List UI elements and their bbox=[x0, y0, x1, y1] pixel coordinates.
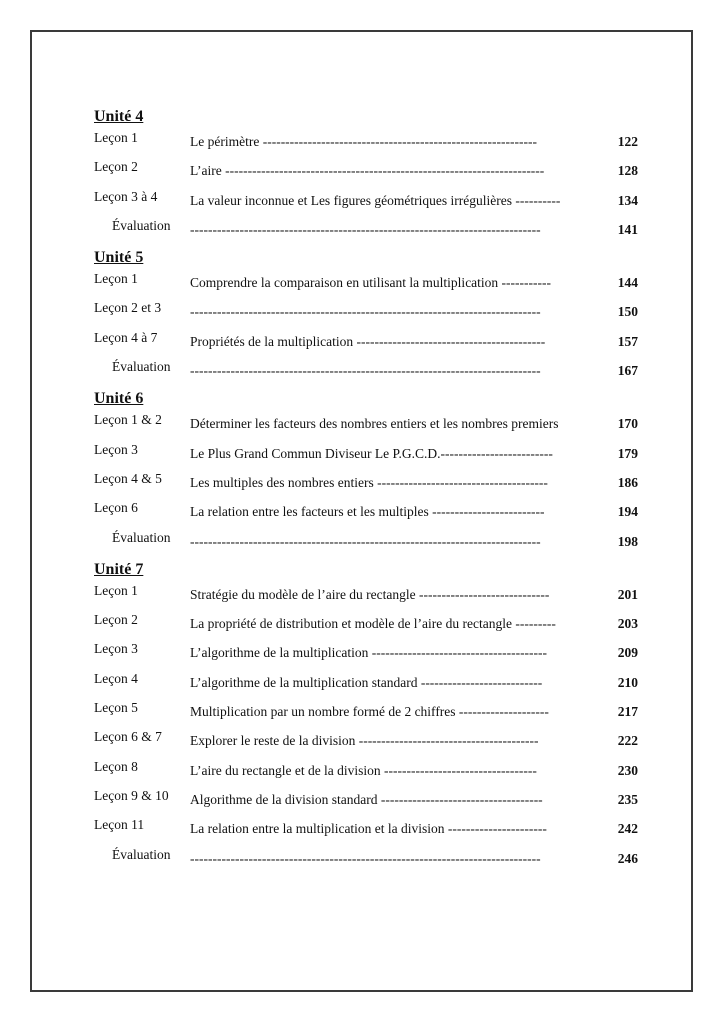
toc-entry-evaluation[interactable] bbox=[94, 528, 638, 557]
evaluation-label: Évaluation bbox=[112, 359, 171, 375]
lesson-title: L’algorithme de la multiplication --------------------------------------- bbox=[190, 645, 548, 661]
toc-entry[interactable] bbox=[94, 187, 638, 216]
toc-entry-evaluation[interactable] bbox=[94, 845, 638, 874]
lesson-title: La relation entre la multiplication et la division ---------------------- bbox=[190, 821, 547, 837]
lesson-title: Explorer le reste de la division ---------------------------------------- bbox=[190, 733, 539, 749]
leader-dots: ------------------------------------------------------------------------------ bbox=[190, 533, 541, 549]
lesson-label: Leçon 2 bbox=[94, 159, 138, 175]
page-number: 217 bbox=[617, 704, 638, 720]
evaluation-label: Évaluation bbox=[112, 217, 171, 233]
lesson-title: Stratégie du modèle de l’aire du rectangle ----------------------------- bbox=[190, 586, 550, 602]
lesson-title: L’aire ----------------------------------------------------------------------- bbox=[190, 163, 545, 179]
toc-entry[interactable] bbox=[94, 698, 638, 727]
page-number: 203 bbox=[617, 616, 638, 632]
page-number: 186 bbox=[617, 474, 638, 490]
lesson-title: Le périmètre ------------------------------------------------------------- bbox=[190, 134, 537, 149]
lesson-label: Leçon 2 bbox=[94, 612, 138, 628]
page-number: 179 bbox=[617, 445, 638, 461]
toc-entry[interactable] bbox=[94, 469, 638, 498]
lesson-title: Les multiples des nombres entiers -------------------------------------- bbox=[190, 474, 548, 490]
page-number: 194 bbox=[617, 504, 638, 520]
page-number: 157 bbox=[617, 333, 638, 349]
page-number: 170 bbox=[617, 416, 638, 432]
lesson-title: Déterminer les facteurs des nombres entiers et les nombres premiers bbox=[190, 416, 559, 432]
toc-entry[interactable] bbox=[94, 128, 638, 157]
evaluation-label: Évaluation bbox=[112, 846, 171, 862]
toc-entry[interactable] bbox=[94, 410, 638, 439]
page-number: 246 bbox=[617, 850, 638, 866]
leader-dots: ------------------------------------------------------------------------------ bbox=[190, 850, 541, 866]
toc-entry[interactable] bbox=[94, 727, 638, 756]
lesson-label: Leçon 1 bbox=[94, 582, 138, 598]
unit-title: Unité 4 bbox=[94, 108, 144, 125]
page-number: 167 bbox=[617, 363, 638, 379]
lesson-label: Leçon 8 bbox=[94, 758, 138, 774]
page-number: 230 bbox=[617, 762, 638, 778]
page-number: 209 bbox=[617, 645, 638, 661]
page-number: 235 bbox=[617, 791, 638, 807]
lesson-label: Leçon 4 & 5 bbox=[94, 470, 162, 486]
lesson-label: Leçon 11 bbox=[94, 817, 145, 833]
table-of-contents bbox=[94, 106, 638, 874]
lesson-label: Leçon 9 & 10 bbox=[94, 787, 169, 803]
page-number: 201 bbox=[617, 586, 638, 602]
unit-7 bbox=[94, 559, 638, 874]
page-number: 141 bbox=[617, 221, 638, 237]
toc-entry[interactable] bbox=[94, 498, 638, 527]
lesson-title: La valeur inconnue et Les figures géométriques irrégulières ---------- bbox=[190, 192, 561, 208]
lesson-label: Leçon 2 et 3 bbox=[94, 300, 162, 316]
page-number: 222 bbox=[617, 733, 638, 749]
toc-entry[interactable] bbox=[94, 815, 638, 844]
toc-entry[interactable] bbox=[94, 328, 638, 357]
toc-entry[interactable] bbox=[94, 610, 638, 639]
page-number: 210 bbox=[617, 674, 638, 690]
lesson-title: Propriétés de la multiplication ------------------------------------------ bbox=[190, 333, 546, 349]
unit-6 bbox=[94, 388, 638, 556]
page-number: 128 bbox=[617, 163, 638, 179]
lesson-label: Leçon 5 bbox=[94, 700, 138, 716]
lesson-label: Leçon 4 à 7 bbox=[94, 329, 158, 345]
lesson-title: Algorithme de la division standard ------------------------------------ bbox=[190, 791, 543, 807]
lesson-label: Leçon 1 bbox=[94, 130, 138, 145]
lesson-label: Leçon 3 bbox=[94, 641, 138, 657]
lesson-title: L’algorithme de la multiplication standard --------------------------- bbox=[190, 674, 543, 690]
lesson-title: Multiplication par un nombre formé de 2 chiffres -------------------- bbox=[190, 704, 549, 720]
toc-entry[interactable] bbox=[94, 786, 638, 815]
page-number: 144 bbox=[617, 275, 638, 291]
leader-dots: ------------------------------------------------------------------------------ bbox=[190, 304, 541, 320]
toc-entry[interactable] bbox=[94, 440, 638, 469]
lesson-label: Leçon 6 & 7 bbox=[94, 729, 162, 745]
toc-entry-evaluation[interactable] bbox=[94, 216, 638, 245]
page-number: 242 bbox=[617, 821, 638, 837]
page-number: 150 bbox=[617, 304, 638, 320]
toc-entry-evaluation[interactable] bbox=[94, 357, 638, 386]
evaluation-label: Évaluation bbox=[112, 529, 171, 545]
lesson-label: Leçon 3 bbox=[94, 441, 138, 457]
page-number: 198 bbox=[617, 533, 638, 549]
toc-entry[interactable] bbox=[94, 298, 638, 327]
unit-title: Unité 5 bbox=[94, 249, 144, 267]
lesson-label: Leçon 4 bbox=[94, 670, 138, 686]
unit-title: Unité 6 bbox=[94, 390, 144, 408]
toc-entry[interactable] bbox=[94, 639, 638, 668]
leader-dots: ------------------------------------------------------------------------------ bbox=[190, 221, 541, 237]
lesson-title: Le Plus Grand Commun Diviseur Le P.G.C.D.------------------------- bbox=[190, 445, 553, 461]
page-number: 134 bbox=[617, 192, 638, 208]
lesson-label: Leçon 3 à 4 bbox=[94, 188, 158, 204]
lesson-label: Leçon 1 & 2 bbox=[94, 412, 162, 428]
unit-5 bbox=[94, 247, 638, 386]
unit-title: Unité 7 bbox=[94, 560, 144, 578]
leader-dots: ------------------------------------------------------------------------------ bbox=[190, 363, 541, 379]
toc-entry[interactable] bbox=[94, 757, 638, 786]
unit-4 bbox=[94, 106, 638, 245]
lesson-title: Comprendre la comparaison en utilisant la multiplication ----------- bbox=[190, 275, 551, 291]
lesson-title: L’aire du rectangle et de la division ---------------------------------- bbox=[190, 762, 537, 778]
toc-entry[interactable] bbox=[94, 269, 638, 298]
lesson-title: La propriété de distribution et modèle de l’aire du rectangle --------- bbox=[190, 616, 556, 632]
lesson-label: Leçon 1 bbox=[94, 271, 138, 287]
lesson-title: La relation entre les facteurs et les multiples ------------------------- bbox=[190, 504, 545, 520]
toc-entry[interactable] bbox=[94, 669, 638, 698]
toc-entry[interactable] bbox=[94, 581, 638, 610]
page-number: 122 bbox=[617, 134, 638, 149]
lesson-label: Leçon 6 bbox=[94, 500, 138, 516]
toc-entry[interactable] bbox=[94, 157, 638, 186]
